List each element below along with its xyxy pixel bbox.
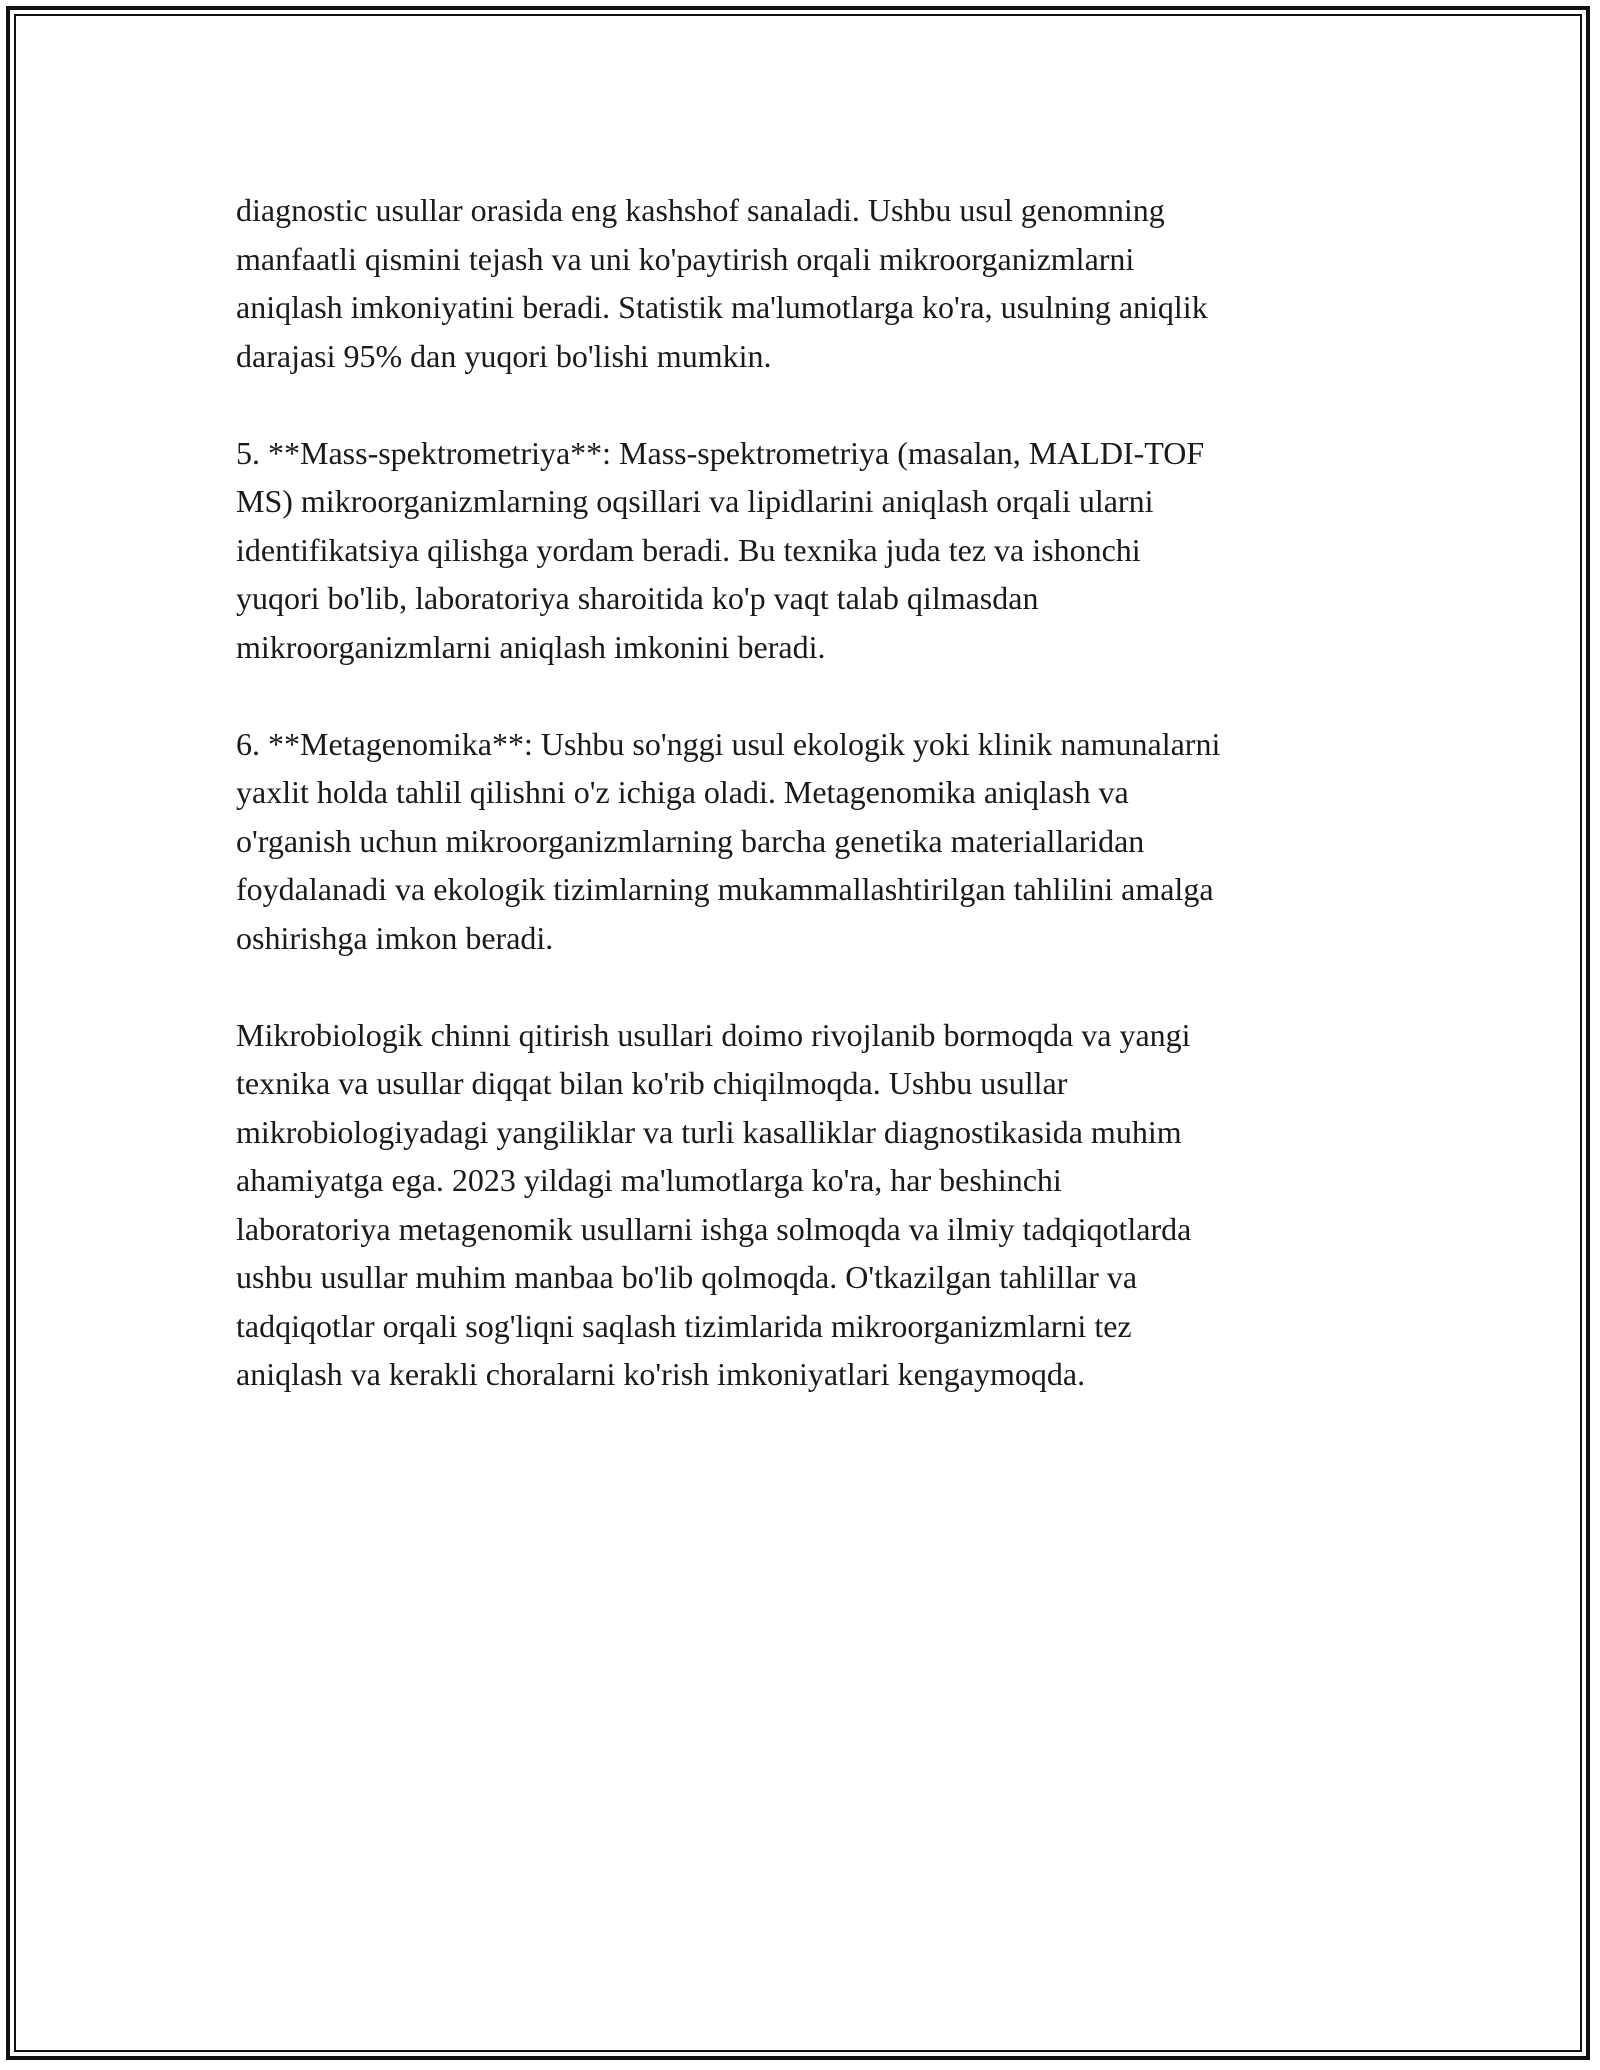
paragraph-pcr-continuation: diagnostic usullar orasida eng kashshof sanaladi. Ushbu usul genomning manfaatli qismini tejash va uni ko'paytirish orqali mikroorganizmlarni aniqlash imkoniyatini beradi. Statistik ma'lumotlarga ko'ra, usulning aniqlik darajasi 95% dan yuqori bo'lishi mumkin.	[236, 192, 1208, 374]
paragraph-metagenomics: 6. **Metagenomika**: Ushbu so'nggi usul ekologik yoki klinik namunalarni yaxlit holda tahlil qilishni o'z ichiga oladi. Metagenomika aniqlash va o'rganish uchun mikroorganizmlarning barcha genetika materiallaridan foydalanadi va ekologik tizimlarning mukammallashtirilgan tahlilini amalga oshirishga imkon beradi.	[236, 725, 1221, 956]
paragraph-mass-spectrometry: 5. **Mass-spektrometriya**: Mass-spektrometriya (masalan, MALDI-TOF MS) mikroorganizmlarning oqsillari va lipidlarini aniqlash orqali ularni identifikatsiya qilishga yordam beradi. Bu texnika juda tez va ishonchi yuqori bo'lib, laboratoriya sharoitida ko'p vaqt talab qilmasdan mikroorganizmlarni aniqlash imkonini beradi.	[236, 434, 1205, 665]
paragraph-conclusion: Mikrobiologik chinni qitirish usullari doimo rivojlanib bormoqda va yangi texnika va usullar diqqat bilan ko'rib chiqilmoqda. Ushbu usullar mikrobiologiyadagi yangiliklar va turli kasalliklar diagnostikasida muhim ahamiyatga ega. 2023 yildagi ma'lumotlarga ko'ra, har beshinchi laboratoriya metagenomik usullarni ishga solmoqda va ilmiy tadqiqotlarda ushbu usullar muhim manbaa bo'lib qolmoqda. O'tkazilgan tahlillar va tadqiqotlar orqali sog'liqni saqlash tizimlarida mikroorganizmlarni tez aniqlash va kerakli choralarni ko'rish imkoniyatlari kengaymoqda.	[236, 1016, 1192, 1392]
document-body	[236, 186, 1376, 1447]
